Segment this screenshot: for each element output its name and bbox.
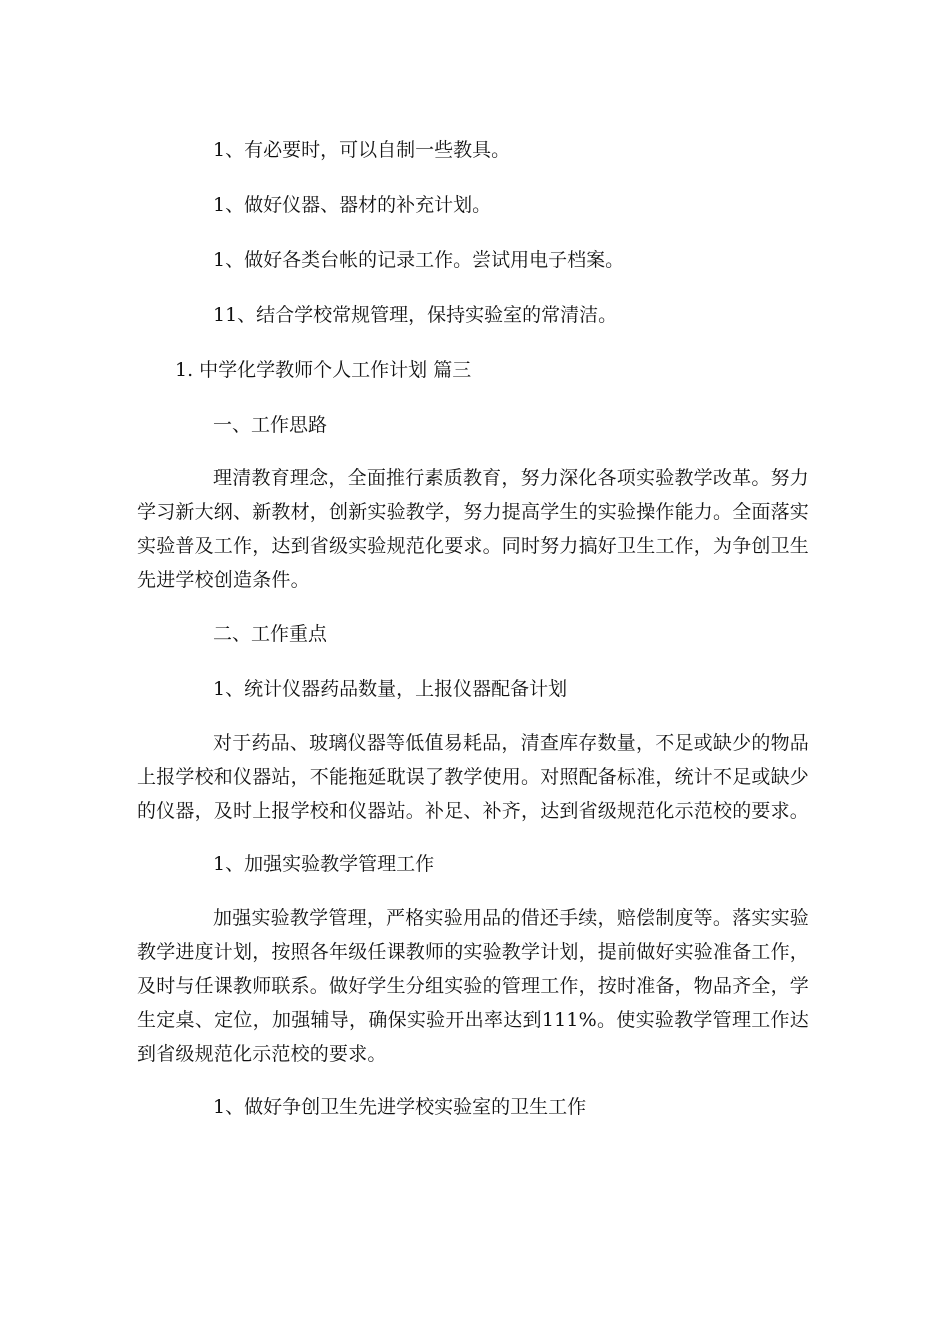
list-item: 1、有必要时，可以自制一些教具。 — [213, 139, 511, 161]
heading-work-ideas: 一、工作思路 — [213, 414, 328, 436]
paragraph-work-ideas: 理清教育理念，全面推行素质教育，努力深化各项实验教学改革。努力学习新大纲、新教材，创新实验教学，努力提高学生的实验操作能力。全面落实实验普及工作，达到省级实验规范化要求。同时努力搞好卫生工作，为争创卫生先进学校创造条件。 — [137, 467, 810, 591]
section-title: 1. 中学化学教师个人工作计划 篇三 — [175, 359, 472, 381]
paragraph-inventory: 对于药品、玻璃仪器等低值易耗品，清查库存数量，不足或缺少的物品上报学校和仪器站，不能拖延耽误了教学使用。对照配备标准，统计不足或缺少的仪器，及时上报学校和仪器站。补足、补齐，达到省级规范化示范校的要求。 — [137, 732, 810, 822]
heading-work-focus: 二、工作重点 — [213, 623, 328, 645]
subheading-lab-management: 1、加强实验教学管理工作 — [213, 853, 435, 875]
subheading-inventory: 1、统计仪器药品数量，上报仪器配备计划 — [213, 678, 568, 700]
list-item: 11、结合学校常规管理，保持实验室的常清洁。 — [213, 304, 618, 326]
subheading-hygiene: 1、做好争创卫生先进学校实验室的卫生工作 — [213, 1096, 587, 1118]
list-item: 1、做好仪器、器材的补充计划。 — [213, 194, 492, 216]
list-item: 1、做好各类台帐的记录工作。尝试用电子档案。 — [213, 249, 625, 271]
paragraph-lab-management: 加强实验教学管理，严格实验用品的借还手续，赔偿制度等。落实实验教学进度计划，按照各年级任课教师的实验教学计划，提前做好实验准备工作，及时与任课教师联系。做好学生分组实验的管理工作，按时准备，物品齐全，学生定桌、定位，加强辅导，确保实验开出率达到111%。使实验教学管理工作达到省级规范化示范校的要求。 — [137, 907, 810, 1065]
